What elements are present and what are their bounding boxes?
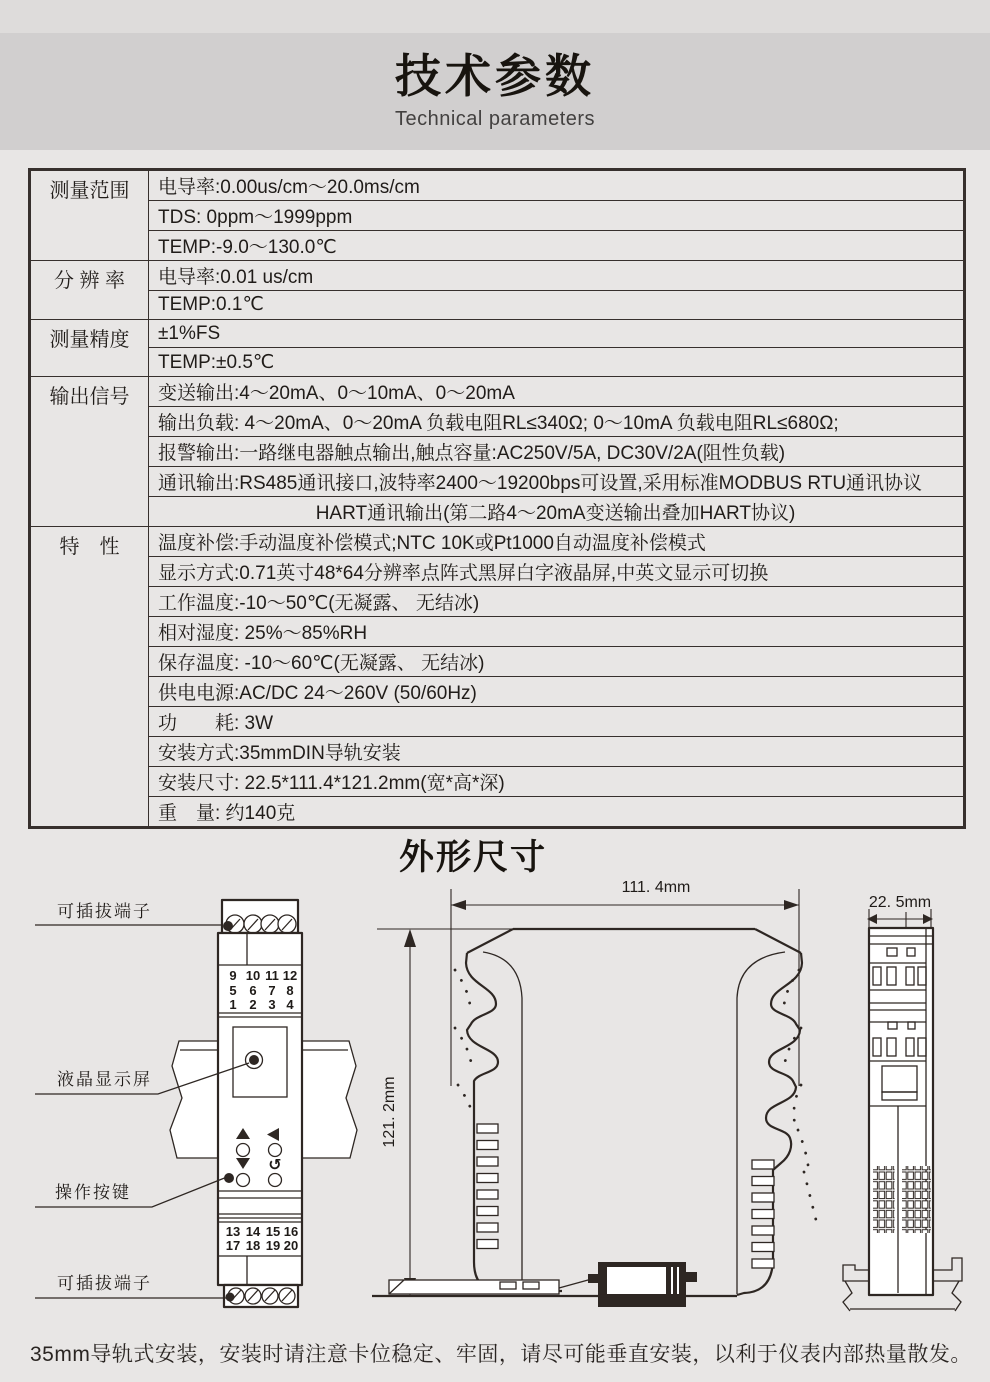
top-strip bbox=[0, 0, 990, 33]
terminal-number: 2 bbox=[249, 997, 257, 1012]
profile-view-drawing bbox=[372, 879, 818, 1307]
leader-dot bbox=[226, 1293, 235, 1302]
callout-terminal-top: 可插拔端子 bbox=[57, 902, 152, 921]
din-clip bbox=[389, 1262, 697, 1307]
spec-value: 安装方式:35mmDIN导轨安装 bbox=[149, 737, 965, 767]
terminal-number: 5 bbox=[229, 983, 237, 998]
terminal-number: 7 bbox=[268, 983, 276, 998]
spec-value: 电导率:0.01 us/cm bbox=[149, 261, 965, 291]
terminal-number: 20 bbox=[283, 1238, 299, 1253]
spec-value: 相对湿度: 25%～85%RH bbox=[149, 617, 965, 647]
spec-value: 输出负载: 4～20mA、0～20mA 负载电阻RL≤340Ω; 0～10mA 负载电阻RL≤680Ω; bbox=[149, 407, 965, 437]
terminal-block-top bbox=[222, 900, 298, 933]
spec-value: 供电电源:AC/DC 24～260V (50/60Hz) bbox=[149, 677, 965, 707]
outline-section-title: 外形尺寸 bbox=[398, 838, 547, 877]
outline-drawings bbox=[0, 878, 990, 1330]
enclosure-contour bbox=[455, 929, 818, 1295]
spec-value: 保存温度: -10～60℃(无凝露、 无结冰) bbox=[149, 647, 965, 677]
terminal-number: 13 bbox=[225, 1224, 241, 1239]
callout-lcd: 液晶显示屏 bbox=[57, 1070, 152, 1089]
spec-value: 重 量: 约140克 bbox=[149, 797, 965, 828]
spec-group-label: 测量范围 bbox=[30, 170, 149, 261]
terminal-number: 14 bbox=[245, 1224, 261, 1239]
spec-value: TEMP:-9.0～130.0℃ bbox=[149, 231, 965, 261]
spec-value: 温度补偿:手动温度补偿模式;NTC 10K或Pt1000自动温度补偿模式 bbox=[149, 527, 965, 557]
terminal-number: 9 bbox=[229, 968, 237, 983]
terminal-number: 16 bbox=[283, 1224, 299, 1239]
terminal-number: 4 bbox=[286, 997, 294, 1012]
spec-value: 报警输出:一路继电器触点输出,触点容量:AC250V/5A, DC30V/2A(阻性负载) bbox=[149, 437, 965, 467]
spec-value: 工作温度:-10～50℃(无凝露、 无结冰) bbox=[149, 587, 965, 617]
side-body bbox=[869, 928, 933, 1295]
spec-value: ±1%FS bbox=[149, 319, 965, 348]
spec-value: 电导率:0.00us/cm～20.0ms/cm bbox=[149, 170, 965, 201]
spec-value: 显示方式:0.71英寸48*64分辨率点阵式黑屏白字液晶屏,中英文显示可切换 bbox=[149, 557, 965, 587]
spec-group-label: 测量精度 bbox=[30, 319, 149, 376]
terminal-block-bottom bbox=[224, 1285, 298, 1307]
lcd-screen bbox=[233, 1027, 287, 1097]
spec-value: 通讯输出:RS485通讯接口,波特率2400～19200bps可设置,采用标准MODBUS RTU通讯协议 bbox=[149, 467, 965, 497]
terminal-number: 15 bbox=[265, 1224, 281, 1239]
terminal-number: 12 bbox=[282, 968, 298, 983]
spec-group-label: 分 辨 率 bbox=[30, 261, 149, 320]
spec-value: TEMP:±0.5℃ bbox=[149, 348, 965, 377]
terminal-number: 3 bbox=[268, 997, 276, 1012]
spec-value: TEMP:0.1℃ bbox=[149, 291, 965, 320]
leader-dot bbox=[223, 921, 233, 931]
mounting-note: 35mm导轨式安装，安装时请注意卡位稳定、牢固，请尽可能垂直安装，以利于仪表内部热量散发。 bbox=[30, 1343, 972, 1366]
callout-buttons: 操作按键 bbox=[55, 1183, 131, 1202]
dimension-height-label: 121. 2mm bbox=[381, 1076, 398, 1148]
spec-value: HART通讯输出(第二路4～20mA变送输出叠加HART协议) bbox=[149, 497, 965, 527]
page-subtitle: Technical parameters bbox=[394, 107, 596, 130]
title-band bbox=[0, 33, 990, 150]
spec-value: 安装尺寸: 22.5*111.4*121.2mm(宽*高*深) bbox=[149, 767, 965, 797]
callout-terminal-bottom: 可插拔端子 bbox=[57, 1274, 152, 1293]
spec-value: TDS: 0ppm～1999ppm bbox=[149, 201, 965, 231]
terminal-number: 18 bbox=[245, 1238, 261, 1253]
dimension-depth-label: 22. 5mm bbox=[868, 894, 932, 911]
spec-value: 变送输出:4～20mA、0～10mA、0～20mA bbox=[149, 377, 965, 407]
front-view-drawing bbox=[35, 900, 357, 1307]
terminal-number: 11 bbox=[265, 968, 279, 983]
terminal-number: 6 bbox=[249, 983, 257, 998]
terminal-number: 8 bbox=[286, 983, 294, 998]
terminal-number: 1 bbox=[229, 997, 237, 1012]
dimension-width bbox=[451, 879, 799, 1086]
terminal-number: 17 bbox=[225, 1238, 241, 1253]
spec-value: 功 耗: 3W bbox=[149, 707, 965, 737]
spec-group-label: 特 性 bbox=[30, 527, 149, 828]
page-title: 技术参数 bbox=[395, 49, 595, 102]
vent-slots-left bbox=[477, 1124, 498, 1249]
terminal-number: 19 bbox=[265, 1238, 281, 1253]
dimension-width-label: 111. 4mm bbox=[621, 879, 691, 896]
return-arrow-icon: ↺ bbox=[268, 1157, 282, 1174]
terminal-number: 10 bbox=[245, 968, 261, 983]
vent-slots-right bbox=[752, 1160, 774, 1268]
spec-group-label: 输出信号 bbox=[30, 377, 149, 527]
side-view-drawing bbox=[843, 894, 962, 1311]
spec-table bbox=[28, 168, 966, 829]
